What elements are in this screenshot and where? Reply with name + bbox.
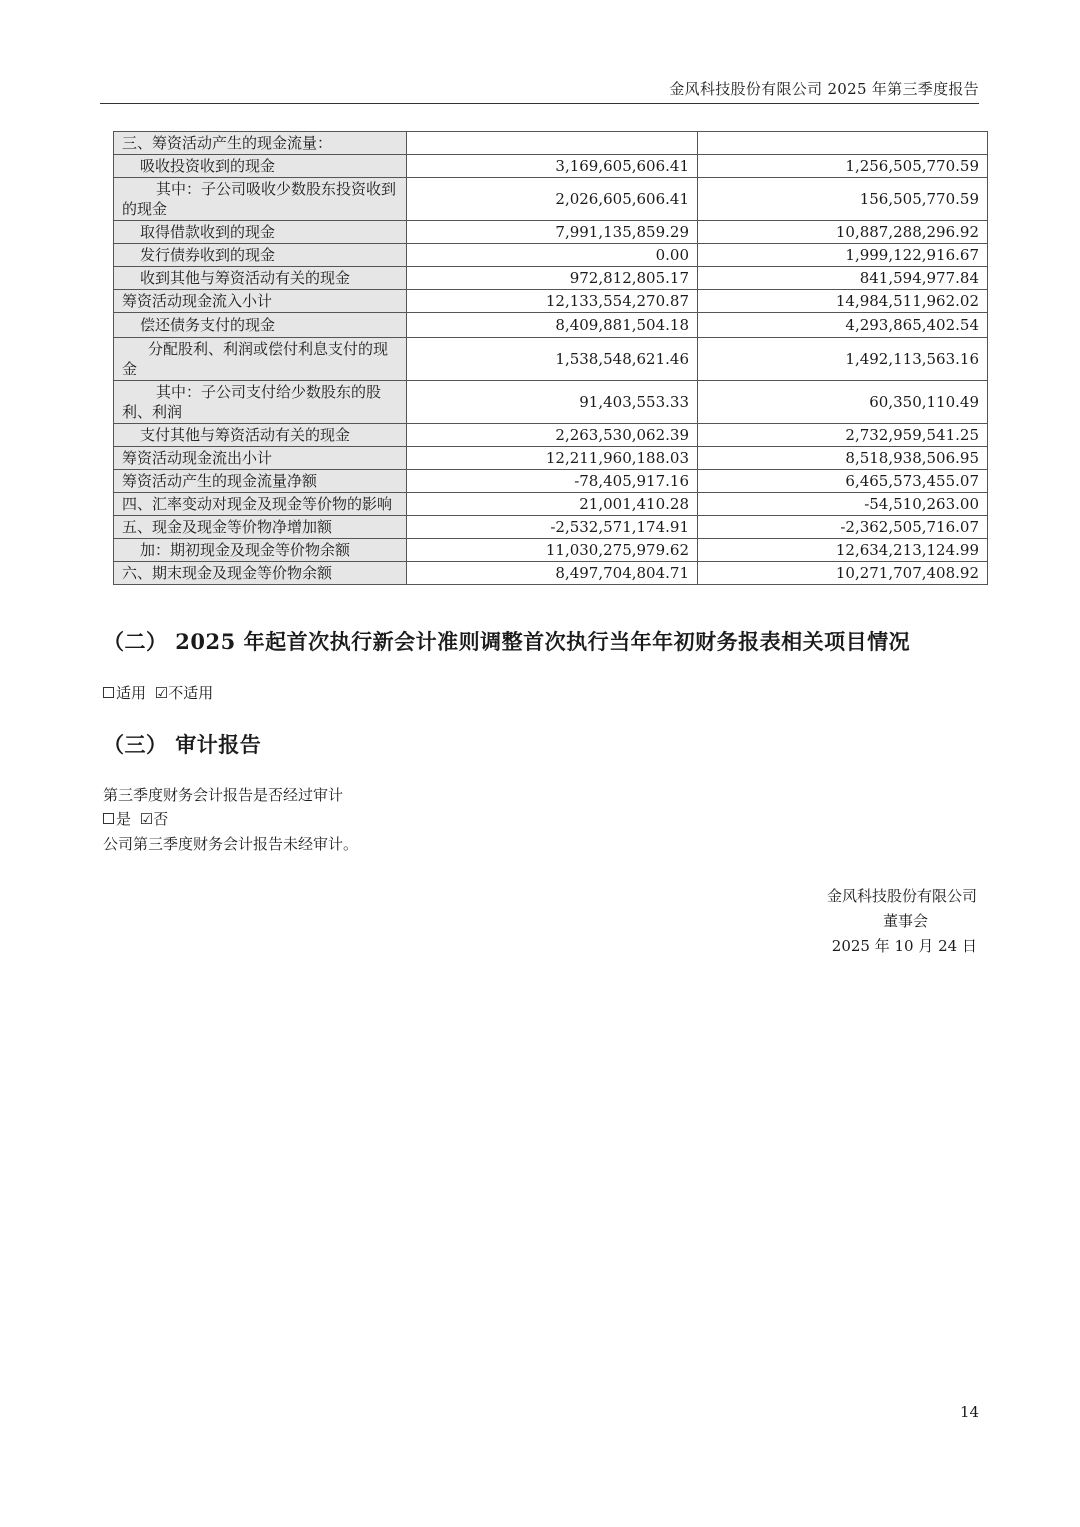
table-row (114, 290, 988, 313)
table-row (114, 562, 988, 585)
prior-value: 156,505,770.59 (698, 178, 988, 221)
current-value: -78,405,917.16 (407, 470, 698, 493)
row-label: 三、筹资活动产生的现金流量： (114, 132, 407, 155)
table-row (114, 516, 988, 539)
row-label: 其中：子公司吸收少数股东投资收到的现金 (114, 178, 407, 221)
prior-value: 841,594,977.84 (698, 267, 988, 290)
current-value: 1,538,548,621.46 (407, 338, 698, 381)
current-value: 21,001,410.28 (407, 493, 698, 516)
prior-value: 1,999,122,916.67 (698, 244, 988, 267)
table-row (114, 313, 988, 338)
prior-value: 2,732,959,541.25 (698, 424, 988, 447)
row-label: 其中：子公司支付给少数股东的股利、利润 (114, 381, 407, 424)
table-row (114, 493, 988, 516)
table-row (114, 155, 988, 178)
checked-box-icon[interactable]: ☑ (139, 810, 154, 828)
row-label: 四、汇率变动对现金及现金等价物的影响 (114, 493, 407, 516)
table-row (114, 447, 988, 470)
prior-value: 10,887,288,296.92 (698, 221, 988, 244)
current-value: 3,169,605,606.41 (407, 155, 698, 178)
current-value: 8,497,704,804.71 (407, 562, 698, 585)
section-heading: （二） 2025 年起首次执行新会计准则调整首次执行当年年初财务报表相关项目情况 (103, 629, 911, 654)
prior-value: 1,256,505,770.59 (698, 155, 988, 178)
row-label: 分配股利、利润或偿付利息支付的现金 (114, 338, 407, 381)
current-value: 12,211,960,188.03 (407, 447, 698, 470)
row-label: 五、现金及现金等价物净增加额 (114, 516, 407, 539)
table-row (114, 267, 988, 290)
table-row (114, 244, 988, 267)
prior-value: 14,984,511,962.02 (698, 290, 988, 313)
table-row (114, 132, 988, 155)
prior-value: 12,634,213,124.99 (698, 539, 988, 562)
row-label: 支付其他与筹资活动有关的现金 (114, 424, 407, 447)
current-value: 8,409,881,504.18 (407, 313, 698, 338)
current-value: -2,532,571,174.91 (407, 516, 698, 539)
header-divider (100, 103, 979, 104)
current-value: 7,991,135,859.29 (407, 221, 698, 244)
page-number: 14 (960, 1403, 980, 1421)
option-label: 适用 (116, 684, 147, 702)
signature-company: 金风科技股份有限公司 (826, 887, 977, 905)
current-value: 0.00 (407, 244, 698, 267)
row-label: 吸收投资收到的现金 (114, 155, 407, 178)
unchecked-box-icon[interactable] (103, 687, 114, 698)
page-header: 金风科技股份有限公司 2025 年第三季度报告 (669, 80, 979, 98)
current-value: 12,133,554,270.87 (407, 290, 698, 313)
current-value: 91,403,553.33 (407, 381, 698, 424)
option-label: 否 (153, 810, 169, 828)
current-value: 2,026,605,606.41 (407, 178, 698, 221)
prior-value: 1,492,113,563.16 (698, 338, 988, 381)
table-row (114, 221, 988, 244)
row-label: 发行债券收到的现金 (114, 244, 407, 267)
applicability-options (103, 682, 213, 703)
prior-value: 8,518,938,506.95 (698, 447, 988, 470)
prior-value: -54,510,263.00 (698, 493, 988, 516)
signature-board: 董事会 (882, 912, 928, 930)
current-value (407, 132, 698, 155)
signature-date: 2025 年 10 月 24 日 (831, 937, 977, 955)
prior-value: 60,350,110.49 (698, 381, 988, 424)
table-row (114, 424, 988, 447)
cash-flow-table (113, 131, 988, 585)
current-value: 11,030,275,979.62 (407, 539, 698, 562)
prior-value: 4,293,865,402.54 (698, 313, 988, 338)
table-row (114, 338, 988, 381)
audit-options (103, 808, 168, 829)
prior-value (698, 132, 988, 155)
prior-value: 6,465,573,455.07 (698, 470, 988, 493)
row-label: 偿还债务支付的现金 (114, 313, 407, 338)
table-row (114, 470, 988, 493)
audit-question: 第三季度财务会计报告是否经过审计 (103, 786, 344, 804)
table-row (114, 539, 988, 562)
table-row (114, 381, 988, 424)
row-label: 六、期末现金及现金等价物余额 (114, 562, 407, 585)
row-label: 筹资活动产生的现金流量净额 (114, 470, 407, 493)
option-label: 是 (116, 810, 132, 828)
prior-value: -2,362,505,716.07 (698, 516, 988, 539)
row-label: 筹资活动现金流入小计 (114, 290, 407, 313)
current-value: 972,812,805.17 (407, 267, 698, 290)
checked-box-icon[interactable]: ☑ (154, 684, 169, 702)
unchecked-box-icon[interactable] (103, 813, 114, 824)
section-heading: （三） 审计报告 (103, 732, 262, 757)
row-label: 加：期初现金及现金等价物余额 (114, 539, 407, 562)
option-label: 不适用 (168, 684, 214, 702)
row-label: 取得借款收到的现金 (114, 221, 407, 244)
table-row (114, 178, 988, 221)
row-label: 筹资活动现金流出小计 (114, 447, 407, 470)
prior-value: 10,271,707,408.92 (698, 562, 988, 585)
row-label: 收到其他与筹资活动有关的现金 (114, 267, 407, 290)
audit-statement: 公司第三季度财务会计报告未经审计。 (103, 835, 359, 853)
current-value: 2,263,530,062.39 (407, 424, 698, 447)
